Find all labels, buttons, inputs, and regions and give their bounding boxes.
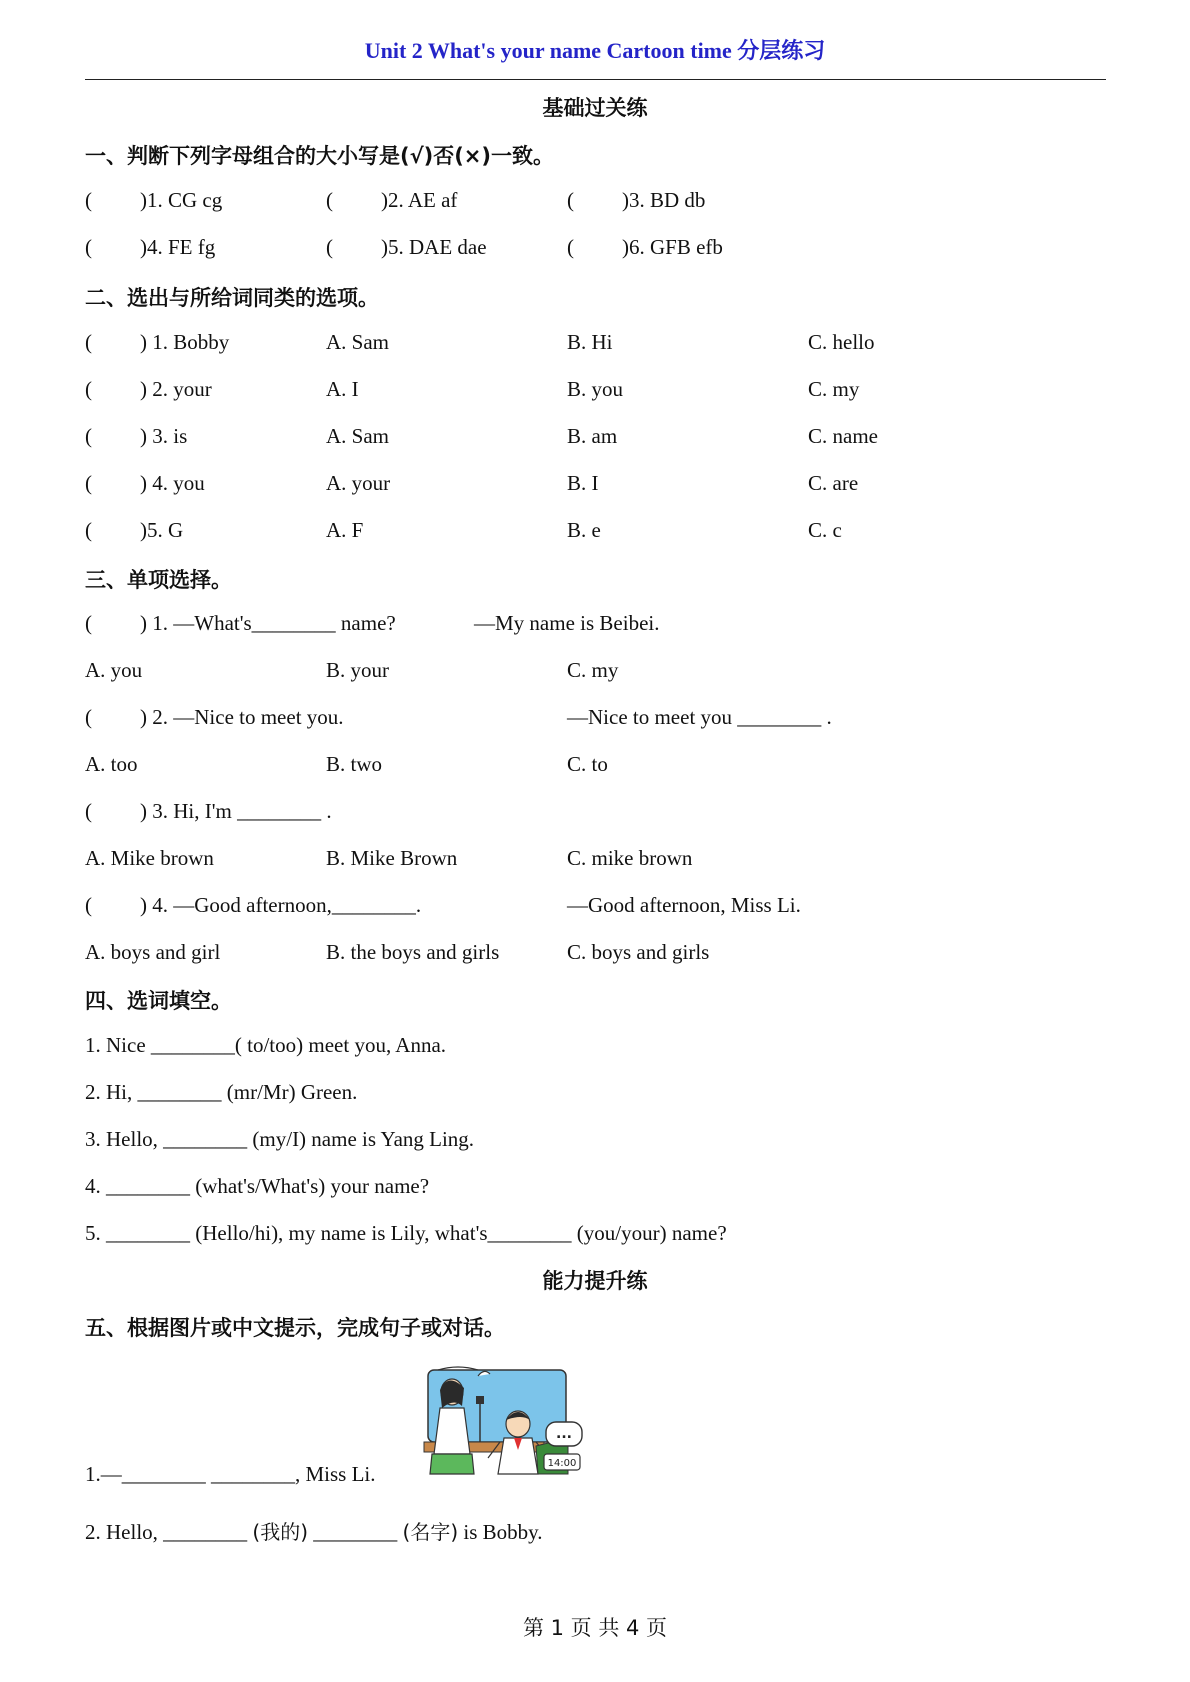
option-b: B. the boys and girls — [326, 940, 500, 964]
answer-paren[interactable]: ( — [85, 799, 92, 823]
answer-paren[interactable]: ( — [85, 235, 92, 259]
q2-hint-name: (名字) — [402, 1520, 459, 1544]
section4-heading: 四、选词填空。 — [85, 989, 232, 1013]
fill-in-item: 5. ________ (Hello/hi), my name is Lily, what's________ (you/your) name? — [85, 1221, 727, 1245]
option-c: C. my — [808, 377, 860, 401]
question-prompt: ) 3. Hi, I'm ________ . — [140, 799, 332, 823]
section3-options — [85, 752, 1106, 782]
option-b: B. your — [326, 658, 389, 682]
option-c: C. hello — [808, 330, 875, 354]
option-b: B. two — [326, 752, 383, 776]
option-c: C. to — [567, 752, 608, 776]
question-prompt: ) 2. —Nice to meet you. — [140, 705, 344, 729]
question-word: ) 1. Bobby — [140, 330, 230, 354]
answer-paren[interactable]: ( — [85, 330, 92, 354]
option-a: A. boys and girl — [85, 940, 221, 964]
option-c: C. my — [567, 658, 619, 682]
item-text: )3. BD db — [622, 188, 706, 212]
section2-heading: 二、选出与所给词同类的选项。 — [85, 286, 379, 310]
section5-question-2 — [85, 1516, 543, 1545]
section3-question — [85, 705, 1106, 735]
answer-paren[interactable]: ( — [85, 518, 92, 542]
item-text: )2. AE af — [381, 188, 458, 212]
section2-row — [85, 424, 1106, 454]
question-word: ) 4. you — [140, 471, 205, 495]
option-a: A. Mike brown — [85, 846, 214, 870]
answer-paren[interactable]: ( — [85, 377, 92, 401]
page-footer: 第 1 页 共 4 页 — [522, 1616, 668, 1640]
fill-in-item: 3. Hello, ________ (my/I) name is Yang Ling. — [85, 1127, 475, 1151]
question-word: ) 2. your — [140, 377, 212, 401]
item-text: )5. DAE dae — [381, 235, 487, 259]
answer-paren[interactable]: ( — [85, 471, 92, 495]
section3-options — [85, 658, 1106, 688]
question-response: —Nice to meet you ________ . — [567, 705, 832, 729]
answer-paren[interactable]: ( — [326, 235, 333, 259]
item-text: )4. FE fg — [140, 235, 216, 259]
section3-options — [85, 846, 1106, 876]
option-a: A. you — [85, 658, 143, 682]
fill-in-item: 4. ________ (what's/What's) your name? — [85, 1174, 430, 1198]
option-b: B. Mike Brown — [326, 846, 458, 870]
speech-bubble-text: ... — [556, 1426, 572, 1442]
option-b: B. you — [567, 377, 624, 401]
option-a: A. your — [326, 471, 391, 495]
section1-row — [85, 235, 1106, 265]
banner-basic: 基础过关练 — [542, 96, 648, 120]
option-b: B. am — [567, 424, 618, 448]
question-prompt: ) 1. —What's________ name? — [140, 611, 396, 635]
option-a: A. Sam — [326, 424, 389, 448]
section2-row — [85, 471, 1106, 501]
option-c: C. are — [808, 471, 859, 495]
banner-advanced: 能力提升练 — [542, 1269, 648, 1293]
section3-options — [85, 940, 1106, 970]
answer-paren[interactable]: ( — [85, 893, 92, 917]
fill-in-item: 2. Hi, ________ (mr/Mr) Green. — [85, 1080, 358, 1104]
answer-paren[interactable]: ( — [85, 611, 92, 635]
option-c: C. mike brown — [567, 846, 693, 870]
clock-text: 14:00 — [547, 1458, 577, 1469]
answer-paren[interactable]: ( — [85, 705, 92, 729]
question-response: —Good afternoon, Miss Li. — [567, 893, 801, 917]
item-text: )6. GFB efb — [622, 235, 723, 259]
header-divider — [85, 79, 1106, 80]
answer-paren[interactable]: ( — [567, 188, 574, 212]
section3-question — [85, 611, 1106, 641]
option-c: C. name — [808, 424, 878, 448]
option-a: A. I — [326, 377, 359, 401]
section3-question — [85, 893, 1106, 923]
section2-row — [85, 518, 1106, 548]
question-word: ) 3. is — [140, 424, 188, 448]
option-b: B. e — [567, 518, 601, 542]
section2-row — [85, 330, 1106, 360]
option-a: A. Sam — [326, 330, 389, 354]
answer-paren[interactable]: ( — [567, 235, 574, 259]
option-c: C. boys and girls — [567, 940, 710, 964]
answer-paren[interactable]: ( — [85, 424, 92, 448]
fill-in-item: 1. Nice ________( to/too) meet you, Anna. — [85, 1033, 447, 1057]
option-c: C. c — [808, 518, 842, 542]
q2-part-1: 2. Hello, ________ — [85, 1520, 253, 1544]
option-a: A. too — [85, 752, 138, 776]
q2-part-3: is Bobby. — [458, 1520, 543, 1544]
option-b: B. Hi — [567, 330, 613, 354]
q2-hint-my: (我的) — [252, 1520, 309, 1544]
answer-paren[interactable]: ( — [326, 188, 333, 212]
option-b: B. I — [567, 471, 599, 495]
header-title: Unit 2 What's your name Cartoon time 分层练习 — [364, 38, 826, 63]
section5-heading: 五、根据图片或中文提示，完成句子或对话。 — [85, 1316, 505, 1340]
section3-heading: 三、单项选择。 — [85, 568, 232, 592]
section5-question-1: 1.—________ ________, Miss Li. — [85, 1462, 376, 1486]
section1-row — [85, 188, 1106, 218]
option-a: A. F — [326, 518, 364, 542]
question-word: )5. G — [140, 518, 184, 542]
classroom-illustration — [418, 1362, 588, 1477]
question-response: —My name is Beibei. — [474, 611, 660, 635]
answer-paren[interactable]: ( — [85, 188, 92, 212]
section2-row — [85, 377, 1106, 407]
section3-question — [85, 799, 1106, 829]
item-text: )1. CG cg — [140, 188, 223, 212]
q2-part-2: ________ — [308, 1520, 403, 1544]
teacher-student-image — [418, 1362, 588, 1477]
question-prompt: ) 4. —Good afternoon,________. — [140, 893, 422, 917]
section1-heading: 一、判断下列字母组合的大小写是(√)否(×)一致。 — [85, 144, 554, 168]
